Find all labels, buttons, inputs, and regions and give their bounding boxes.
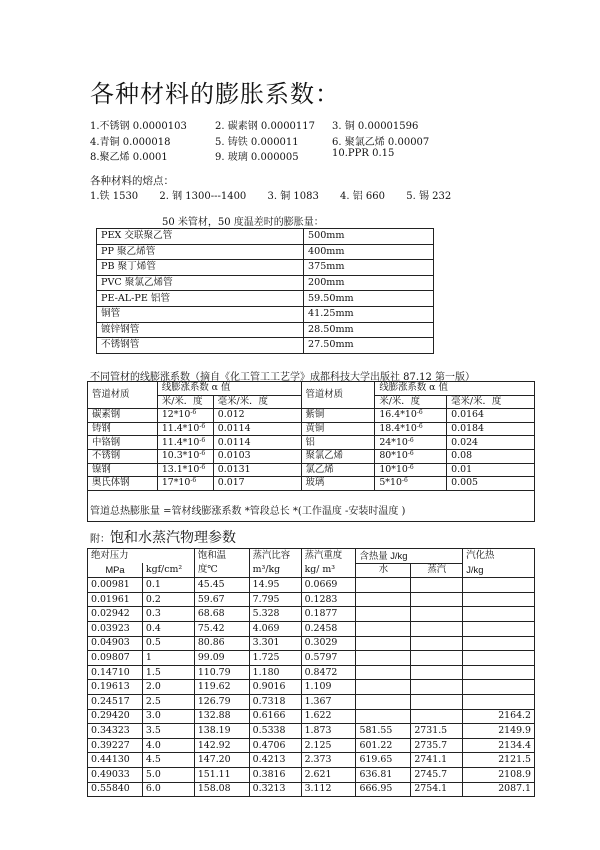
- steam-cell: [356, 636, 411, 651]
- steam-cell: 68.68: [194, 607, 249, 622]
- steam-cell: [411, 709, 463, 724]
- table-row: [88, 753, 535, 768]
- steam-cell: 0.3029: [301, 636, 356, 651]
- coef-cell: $13.1*10^{-6}$: [157, 463, 213, 477]
- pipe-name: 不锈钢管: [97, 338, 304, 354]
- steam-cell: 1.622: [301, 709, 356, 724]
- exponent: -6: [199, 436, 206, 444]
- sub-unit: 毫米/米．度: [213, 395, 301, 409]
- steam-cell: 0.0669: [301, 578, 356, 593]
- steam-cell: [411, 636, 463, 651]
- coef-cell: $11.4*10^{-6}$: [157, 422, 213, 436]
- steam-cell: 0.24517: [88, 694, 143, 709]
- steam-cell: 0.5797: [301, 651, 356, 666]
- steam-cell: [356, 694, 411, 709]
- exponent: -6: [416, 409, 423, 417]
- steam-cell: 2121.5: [463, 753, 535, 768]
- steam-cell: 0.00981: [88, 578, 143, 593]
- table-row: [88, 680, 535, 695]
- exponent: -6: [190, 409, 197, 417]
- table-row: [88, 592, 535, 607]
- table-row: [88, 422, 535, 436]
- expansion-value: 500mm: [304, 229, 434, 245]
- steam-cell: [463, 694, 535, 709]
- steam-cell: [411, 621, 463, 636]
- steam-cell: 158.08: [194, 782, 249, 797]
- pipe-name: PEX 交联聚乙管: [97, 229, 304, 245]
- steam-cell: 1.725: [249, 651, 301, 666]
- col-material: 管道材质: [301, 382, 375, 409]
- steam-cell: 0.7318: [249, 694, 301, 709]
- steam-cell: 151.11: [194, 767, 249, 782]
- coef-item: 9. 玻璃 0.000005: [215, 152, 299, 163]
- steam-cell: 1.873: [301, 724, 356, 739]
- steam-cell: 581.55: [356, 724, 411, 739]
- material-cell: 镍钢: [88, 463, 158, 477]
- steam-cell: 0.03923: [88, 621, 143, 636]
- mm-coef-cell: 0.0103: [213, 449, 301, 463]
- steam-cell: 0.49033: [88, 767, 143, 782]
- col-density: 蒸汽重度: [301, 549, 356, 564]
- steam-cell: 666.95: [356, 782, 411, 797]
- table-row: [88, 477, 535, 491]
- coef-item: 3. 铜 0.00001596: [332, 121, 419, 132]
- steam-cell: 2754.1: [411, 782, 463, 797]
- table-row: [97, 291, 434, 307]
- melting-list: [90, 187, 469, 202]
- steam-cell: 4.5: [142, 753, 194, 768]
- steam-cell: 0.1283: [301, 592, 356, 607]
- steam-cell: 119.62: [194, 680, 249, 695]
- steam-cell: 0.14710: [88, 665, 143, 680]
- coef-item: 1.不锈钢 0.0000103: [90, 121, 187, 132]
- steam-cell: [463, 607, 535, 622]
- pipe-name: PE-AL-PE 铝管: [97, 291, 304, 307]
- steam-cell: 5.0: [142, 767, 194, 782]
- steam-cell: 2134.4: [463, 738, 535, 753]
- steam-cell: 80.86: [194, 636, 249, 651]
- steam-cell: 0.19613: [88, 680, 143, 695]
- steam-cell: 0.4: [142, 621, 194, 636]
- steam-cell: 2.0: [142, 680, 194, 695]
- melting-item: 1.铁 1530: [90, 191, 139, 202]
- steam-cell: 0.1877: [301, 607, 356, 622]
- steam-cell: 2.5: [142, 694, 194, 709]
- material-cell: 碳素钢: [88, 409, 158, 423]
- steam-cell: 2087.1: [463, 782, 535, 797]
- table-row: [88, 463, 535, 477]
- exponent: -6: [401, 477, 408, 485]
- expansion-value: 200mm: [304, 275, 434, 291]
- pipe-name: PP 聚乙烯管: [97, 244, 304, 260]
- sub-unit: 毫米/米．度: [447, 395, 535, 409]
- coef-cell: $18.4*10^{-6}$: [375, 422, 447, 436]
- col-volume: 蒸汽比容: [249, 549, 301, 564]
- steam-cell: 0.4706: [249, 738, 301, 753]
- steam-cell: 138.19: [194, 724, 249, 739]
- table-row: [88, 607, 535, 622]
- exponent: -6: [190, 477, 197, 485]
- exponent: -6: [199, 450, 206, 458]
- steam-cell: [463, 621, 535, 636]
- col-latent: 汽化热: [463, 549, 535, 564]
- steam-cell: 0.4213: [249, 753, 301, 768]
- mm-coef-cell: 0.0184: [447, 422, 535, 436]
- mm-coef-cell: 0.0114: [213, 436, 301, 450]
- steam-cell: 3.0: [142, 709, 194, 724]
- col-vapor: 蒸汽: [411, 563, 463, 578]
- steam-cell: 0.2458: [301, 621, 356, 636]
- steam-cell: 142.92: [194, 738, 249, 753]
- material-cell: 黄铜: [301, 422, 375, 436]
- col-temp: 饱和温: [194, 549, 249, 564]
- steam-cell: 14.95: [249, 578, 301, 593]
- steam-cell: 0.34323: [88, 724, 143, 739]
- exponent: -6: [199, 463, 206, 471]
- col-heat: 含热量 J/kg: [356, 549, 463, 564]
- pipe-name: 铜管: [97, 306, 304, 322]
- coef-cell: $5*10^{-6}$: [375, 477, 447, 491]
- pipe-name: PVC 聚氯乙烯管: [97, 275, 304, 291]
- steam-cell: 2108.9: [463, 767, 535, 782]
- table-row: [88, 738, 535, 753]
- steam-cell: [463, 680, 535, 695]
- exponent: -6: [199, 423, 206, 431]
- table-row: [88, 782, 535, 797]
- exponent: -6: [407, 463, 414, 471]
- steam-cell: 0.55840: [88, 782, 143, 797]
- material-cell: 不锈钢: [88, 449, 158, 463]
- steam-cell: 0.01961: [88, 592, 143, 607]
- coef-item: 6. 聚氯乙烯 0.00007: [332, 137, 430, 148]
- mm-coef-cell: 0.017: [213, 477, 301, 491]
- expansion-formula-note: 管道总热膨胀量 =管材线膨涨系数 *管段总长 *(工作温度 -安装时温度 ): [90, 506, 406, 517]
- coef-cell: $12*10^{-6}$: [157, 409, 213, 423]
- table-row: [88, 409, 535, 423]
- table-row: [97, 260, 434, 276]
- steam-cell: 45.45: [194, 578, 249, 593]
- coef-cell: $24*10^{-6}$: [375, 436, 447, 450]
- unit-volume: m³/kg: [249, 563, 301, 578]
- steam-cell: [411, 578, 463, 593]
- steam-cell: 619.65: [356, 753, 411, 768]
- material-cell: 氯乙烯: [301, 463, 375, 477]
- steam-cell: 59.67: [194, 592, 249, 607]
- exponent: -6: [407, 436, 414, 444]
- pipe-expansion-caption: 50 米管材，50 度温差时的膨胀量：: [162, 217, 324, 228]
- steam-cell: 0.04903: [88, 636, 143, 651]
- table-row: [88, 709, 535, 724]
- table-row: [88, 578, 535, 593]
- steam-cell: 0.3816: [249, 767, 301, 782]
- mm-coef-cell: 0.01: [447, 463, 535, 477]
- steam-cell: [411, 607, 463, 622]
- table-row: [88, 665, 535, 680]
- mm-coef-cell: 0.0164: [447, 409, 535, 423]
- coef-cell: $17*10^{-6}$: [157, 477, 213, 491]
- expansion-value: 375mm: [304, 260, 434, 276]
- steam-cell: 0.9016: [249, 680, 301, 695]
- steam-cell: 2.373: [301, 753, 356, 768]
- steam-cell: 7.795: [249, 592, 301, 607]
- col-coef: 线膨涨系数 α 值: [157, 382, 301, 396]
- material-cell: 中铬钢: [88, 436, 158, 450]
- unit-temp: 度℃: [194, 563, 249, 578]
- steam-cell: [463, 592, 535, 607]
- col-coef: 线膨涨系数 α 值: [375, 382, 535, 396]
- material-cell: 奥氏体钢: [88, 477, 158, 491]
- steam-cell: [411, 694, 463, 709]
- material-cell: 玻璃: [301, 477, 375, 491]
- steam-cell: 601.22: [356, 738, 411, 753]
- table-row: [97, 244, 434, 260]
- material-cell: 紫铜: [301, 409, 375, 423]
- steam-cell: 0.09807: [88, 651, 143, 666]
- coef-cell: $80*10^{-6}$: [375, 449, 447, 463]
- melting-item: 3. 铜 1083: [267, 191, 319, 202]
- sub-unit: 米/米．度: [157, 395, 213, 409]
- table-row: [88, 621, 535, 636]
- melting-item: 2. 钢 1300---1400: [159, 191, 247, 202]
- melting-item: 5. 锡 232: [406, 191, 452, 202]
- table-row: [97, 275, 434, 291]
- steam-cell: [411, 592, 463, 607]
- expansion-value: 28.50mm: [304, 322, 434, 338]
- melting-heading: 各种材料的熔点：: [90, 175, 174, 187]
- steam-cell: [356, 651, 411, 666]
- steam-cell: [356, 621, 411, 636]
- melting-item: 4. 铝 660: [340, 191, 386, 202]
- material-cell: 铸钢: [88, 422, 158, 436]
- mm-coef-cell: 0.08: [447, 449, 535, 463]
- steam-cell: 147.20: [194, 753, 249, 768]
- table-row: [88, 651, 535, 666]
- steam-section-title: 附：饱和水蒸汽物理参数: [90, 530, 236, 546]
- steam-cell: [463, 578, 535, 593]
- steam-cell: 3.5: [142, 724, 194, 739]
- sub-unit: 米/米．度: [375, 395, 447, 409]
- steam-cell: 0.3: [142, 607, 194, 622]
- coef-cell: $16.4*10^{-6}$: [375, 409, 447, 423]
- steam-cell: 636.81: [356, 767, 411, 782]
- unit-kgf: kgf/cm²: [142, 563, 194, 578]
- steam-cell: 132.88: [194, 709, 249, 724]
- table-row: [97, 306, 434, 322]
- table-row: [88, 724, 535, 739]
- col-pressure: 绝对压力: [88, 549, 195, 564]
- steam-cell: 110.79: [194, 665, 249, 680]
- table-row: [88, 636, 535, 651]
- table-row: [88, 694, 535, 709]
- steam-cell: [411, 651, 463, 666]
- steam-cell: 2149.9: [463, 724, 535, 739]
- steam-cell: 4.0: [142, 738, 194, 753]
- col-water: 水: [356, 563, 411, 578]
- steam-cell: 2731.5: [411, 724, 463, 739]
- table-row: [97, 322, 434, 338]
- mm-coef-cell: 0.0131: [213, 463, 301, 477]
- steam-cell: 1.5: [142, 665, 194, 680]
- unit-latent: J/kg: [463, 563, 535, 578]
- steam-cell: 0.39227: [88, 738, 143, 753]
- steam-cell: 0.5: [142, 636, 194, 651]
- steam-cell: 1.180: [249, 665, 301, 680]
- steam-cell: 1.367: [301, 694, 356, 709]
- steam-cell: 2164.2: [463, 709, 535, 724]
- steam-cell: 0.8472: [301, 665, 356, 680]
- material-cell: 铝: [301, 436, 375, 450]
- expansion-value: 59.50mm: [304, 291, 434, 307]
- coef-item: 8.聚乙烯 0.0001: [90, 152, 168, 163]
- steam-cell: [356, 592, 411, 607]
- steam-cell: 0.2: [142, 592, 194, 607]
- steam-cell: [356, 709, 411, 724]
- coef-cell: $10.3*10^{-6}$: [157, 449, 213, 463]
- steam-cell: 3.301: [249, 636, 301, 651]
- steam-cell: [411, 665, 463, 680]
- page-title: 各种材料的膨胀系数：: [90, 80, 340, 108]
- pipe-expansion-table: [96, 228, 434, 354]
- steam-cell: [356, 607, 411, 622]
- mm-coef-cell: 0.012: [213, 409, 301, 423]
- steam-cell: [356, 578, 411, 593]
- steam-cell: 126.79: [194, 694, 249, 709]
- col-material: 管道材质: [88, 382, 158, 409]
- steam-cell: 3.112: [301, 782, 356, 797]
- steam-cell: 0.6166: [249, 709, 301, 724]
- steam-cell: [356, 665, 411, 680]
- linear-table-caption: 不同管材的线膨涨系数（摘自《化工管工工艺学》成都科技大学出版社 87.12 第一版）: [90, 372, 475, 383]
- steam-cell: 0.44130: [88, 753, 143, 768]
- steam-cell: 0.02942: [88, 607, 143, 622]
- linear-expansion-table: [87, 381, 535, 522]
- steam-cell: 5.328: [249, 607, 301, 622]
- expansion-value: 400mm: [304, 244, 434, 260]
- coef-cell: $10*10^{-6}$: [375, 463, 447, 477]
- pipe-name: 镀锌钢管: [97, 322, 304, 338]
- mm-coef-cell: 0.024: [447, 436, 535, 450]
- steam-cell: 1: [142, 651, 194, 666]
- pipe-name: PB 聚丁烯管: [97, 260, 304, 276]
- steam-cell: 2735.7: [411, 738, 463, 753]
- steam-cell: 0.3213: [249, 782, 301, 797]
- coef-item: 4.青铜 0.000018: [90, 137, 171, 148]
- steam-cell: 0.1: [142, 578, 194, 593]
- steam-cell: 6.0: [142, 782, 194, 797]
- table-row: [88, 767, 535, 782]
- table-row: [88, 449, 535, 463]
- table-row: [97, 229, 434, 245]
- exponent: -6: [416, 423, 423, 431]
- coef-cell: $11.4*10^{-6}$: [157, 436, 213, 450]
- expansion-value: 41.25mm: [304, 306, 434, 322]
- steam-table: [87, 548, 535, 797]
- unit-density: kg/ m³: [301, 563, 356, 578]
- steam-cell: 0.5338: [249, 724, 301, 739]
- table-row: [88, 436, 535, 450]
- steam-cell: [411, 680, 463, 695]
- exponent: -6: [407, 450, 414, 458]
- steam-cell: [463, 665, 535, 680]
- table-row: [97, 338, 434, 354]
- steam-cell: 2.621: [301, 767, 356, 782]
- steam-cell: [356, 680, 411, 695]
- coef-item: 10.PPR 0.15: [332, 148, 395, 159]
- mm-coef-cell: 0.005: [447, 477, 535, 491]
- steam-cell: [463, 636, 535, 651]
- steam-cell: 4.069: [249, 621, 301, 636]
- steam-cell: [463, 651, 535, 666]
- coef-item: 5. 铸铁 0.000011: [215, 137, 299, 148]
- steam-cell: 99.09: [194, 651, 249, 666]
- expansion-value: 27.50mm: [304, 338, 434, 354]
- unit-mpa: MPa: [88, 563, 143, 578]
- steam-cell: 2.125: [301, 738, 356, 753]
- mm-coef-cell: 0.0114: [213, 422, 301, 436]
- steam-cell: 75.42: [194, 621, 249, 636]
- steam-cell: 2745.7: [411, 767, 463, 782]
- steam-cell: 2741.1: [411, 753, 463, 768]
- coef-item: 2. 碳素钢 0.0000117: [215, 121, 315, 132]
- material-cell: 聚氯乙烯: [301, 449, 375, 463]
- steam-cell: 1.109: [301, 680, 356, 695]
- steam-cell: 0.29420: [88, 709, 143, 724]
